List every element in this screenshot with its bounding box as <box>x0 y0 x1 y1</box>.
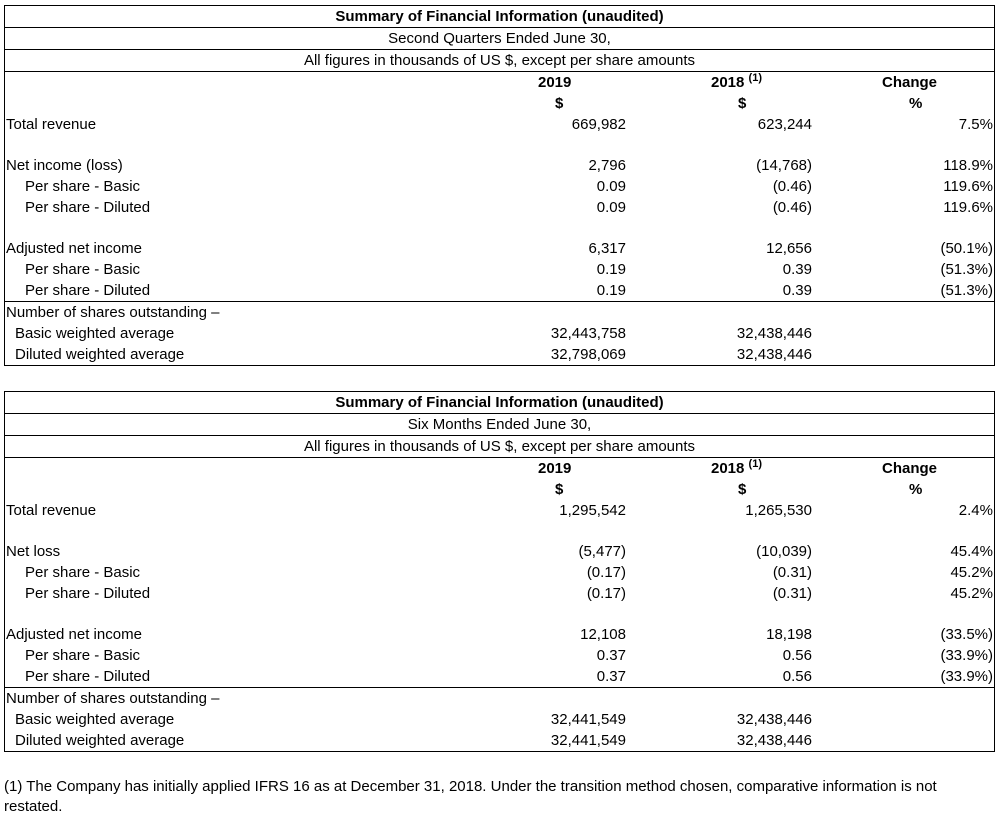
table-row: Per share - Diluted 0.09 (0.46) 119.6% <box>25 199 993 216</box>
table-row: Per share - Diluted (0.17) (0.31) 45.2% <box>25 585 993 602</box>
unit-row <box>5 93 994 114</box>
table-note: All figures in thousands of US $, except per share amounts <box>5 436 994 458</box>
table-period: Six Months Ended June 30, <box>5 414 994 436</box>
table-row: Per share - Basic (0.17) (0.31) 45.2% <box>25 564 993 581</box>
six-month-summary-table <box>4 391 995 752</box>
spacer-row <box>5 604 994 624</box>
table-title: Summary of Financial Information (unaudited) <box>5 392 994 414</box>
table-row: Per share - Basic 0.19 0.39 (51.3%) <box>25 261 993 278</box>
spacer-row <box>5 521 994 541</box>
table-row: Adjusted net income 12,108 18,198 (33.5%) <box>6 626 993 643</box>
table-row: Diluted weighted average 32,798,069 32,438,446 <box>15 346 812 363</box>
unit-2019: $ <box>555 481 564 498</box>
unit-change: % <box>909 481 923 498</box>
table-row: Number of shares outstanding – <box>6 304 220 321</box>
table-row: Diluted weighted average 32,441,549 32,438,446 <box>15 732 812 749</box>
footnote-marker: (1) <box>748 72 762 84</box>
table-row: Total revenue 669,982 623,244 7.5% <box>6 116 993 133</box>
table-note: All figures in thousands of US $, except per share amounts <box>5 50 994 72</box>
table-title: Summary of Financial Information (unaudited) <box>5 6 994 28</box>
footnote-marker: (1) <box>748 458 762 470</box>
table-row: Basic weighted average 32,441,549 32,438,446 <box>15 711 812 728</box>
unit-row <box>5 479 994 500</box>
column-header-2019: 2019 <box>538 460 572 477</box>
spacer-row <box>5 135 994 155</box>
column-header-row <box>5 72 994 93</box>
table-row: Per share - Diluted 0.19 0.39 (51.3%) <box>5 280 994 302</box>
column-header-2018: 2018 $^{(1)}$ <box>711 72 762 91</box>
table-row: Basic weighted average 32,443,758 32,438,446 <box>15 325 812 342</box>
column-header-2019: 2019 <box>538 74 572 91</box>
footnote-text: (1) The Company has initially applied IFRS 16 as at December 31, 2018. Under the transition method chosen, comparative information is not restated. <box>4 778 937 815</box>
table-period: Second Quarters Ended June 30, <box>5 28 994 50</box>
table-row: Net loss (5,477) (10,039) 45.4% <box>6 543 993 560</box>
quarterly-summary-table <box>4 5 995 366</box>
column-header-change: Change <box>882 74 938 91</box>
table-row: Number of shares outstanding – <box>6 690 220 707</box>
unit-2018: $ <box>738 481 747 498</box>
unit-change: % <box>909 95 923 112</box>
spacer-row <box>5 218 994 238</box>
column-header-row <box>5 458 994 479</box>
unit-2018: $ <box>738 95 747 112</box>
unit-2019: $ <box>555 95 564 112</box>
column-header-change: Change <box>882 460 938 477</box>
table-row: Per share - Basic 0.37 0.56 (33.9%) <box>25 647 993 664</box>
table-row: Total revenue 1,295,542 1,265,530 2.4% <box>6 502 993 519</box>
table-row: Adjusted net income 6,317 12,656 (50.1%) <box>6 240 993 257</box>
table-row: Net income (loss) 2,796 (14,768) 118.9% <box>6 157 993 174</box>
table-row: Per share - Diluted 0.37 0.56 (33.9%) <box>5 666 994 688</box>
table-row: Per share - Basic 0.09 (0.46) 119.6% <box>25 178 993 195</box>
column-header-2018: 2018 $^{(1)}$ <box>711 458 762 477</box>
